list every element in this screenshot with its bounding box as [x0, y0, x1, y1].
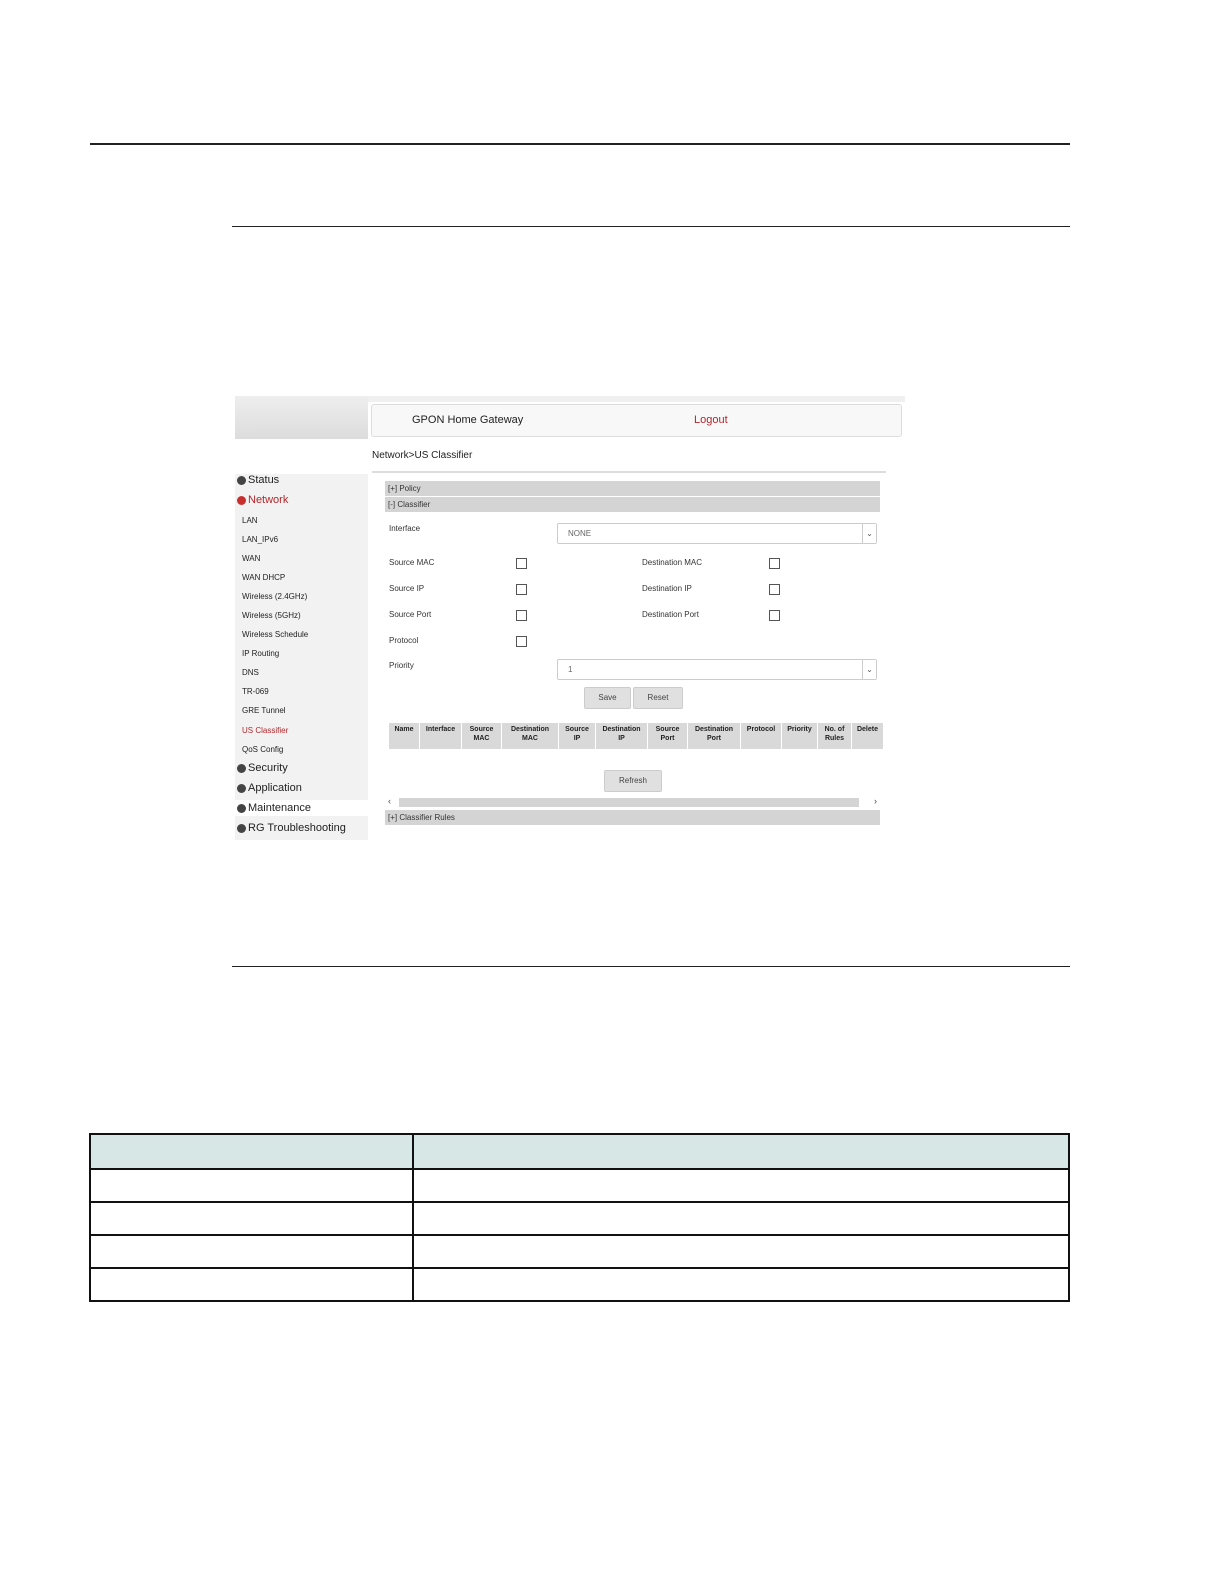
expand-bullet-icon: [237, 804, 246, 813]
table-cell: [90, 1202, 413, 1235]
table-row: [90, 1169, 1069, 1202]
col-source-ip: Source IP: [559, 723, 596, 750]
col-delete: Delete: [852, 723, 884, 750]
chevron-down-icon: ⌄: [862, 660, 876, 679]
table-cell: [90, 1235, 413, 1268]
interface-select[interactable]: [557, 523, 877, 544]
save-button[interactable]: Save: [584, 687, 631, 709]
sidebar-item-wireless-24ghz[interactable]: Wireless (2.4GHz): [242, 592, 308, 601]
reset-button[interactable]: Reset: [633, 687, 683, 709]
sidebar-item-gre-tunnel[interactable]: GRE Tunnel: [242, 706, 286, 715]
sidebar-item-wireless-5ghz[interactable]: Wireless (5GHz): [242, 611, 301, 620]
sidebar-item-label: RG Troubleshooting: [248, 822, 346, 834]
sidebar-item-qos-config[interactable]: QoS Config: [242, 745, 284, 754]
section-rule-upper: [232, 226, 1070, 227]
parameter-table: [89, 1133, 1070, 1302]
table-cell: [90, 1169, 413, 1202]
expand-bullet-icon: [237, 496, 246, 505]
app-title: GPON Home Gateway: [412, 414, 524, 426]
col-destination-port: Destination Port: [688, 723, 741, 750]
gateway-screenshot: [235, 396, 905, 880]
table-cell: [413, 1235, 1069, 1268]
page-top-rule: [90, 143, 1070, 145]
table-cell: [413, 1134, 1069, 1169]
sidebar-item-status[interactable]: [237, 474, 279, 486]
sidebar-item-application[interactable]: [237, 782, 302, 794]
col-destination-ip: Destination IP: [596, 723, 648, 750]
sidebar-item-wan-dhcp[interactable]: WAN DHCP: [242, 573, 286, 582]
destination-mac-checkbox[interactable]: [769, 558, 780, 569]
sidebar-item-label: Security: [248, 762, 288, 774]
source-mac-checkbox[interactable]: [516, 558, 527, 569]
col-name: Name: [389, 723, 420, 750]
destination-ip-checkbox[interactable]: [769, 584, 780, 595]
sidebar-item-ip-routing[interactable]: IP Routing: [242, 649, 280, 658]
sidebar-item-label: Network: [248, 494, 289, 506]
policy-panel-toggle[interactable]: [+] Policy: [385, 481, 880, 496]
sidebar-item-lan[interactable]: LAN: [242, 516, 258, 525]
refresh-button[interactable]: Refresh: [604, 770, 662, 792]
chevron-down-icon: ⌄: [862, 524, 876, 543]
priority-select[interactable]: [557, 659, 877, 680]
col-priority: Priority: [782, 723, 818, 750]
sidebar-header: [235, 396, 368, 439]
expand-bullet-icon: [237, 476, 246, 485]
sidebar-item-label: Status: [248, 474, 280, 486]
table-row: [90, 1268, 1069, 1301]
priority-value: 1: [568, 665, 573, 674]
logout-link[interactable]: Logout: [694, 414, 728, 426]
table-cell: [90, 1268, 413, 1301]
destination-mac-label: Destination MAC: [642, 558, 703, 567]
table-cell: [413, 1169, 1069, 1202]
table-row: [90, 1202, 1069, 1235]
col-source-port: Source Port: [648, 723, 688, 750]
expand-bullet-icon: [237, 784, 246, 793]
protocol-label: Protocol: [389, 636, 419, 645]
sidebar-item-wan[interactable]: WAN: [242, 554, 261, 563]
classifier-rules-panel-toggle[interactable]: [+] Classifier Rules: [385, 810, 880, 825]
breadcrumb: Network>US Classifier: [372, 450, 473, 461]
destination-port-checkbox[interactable]: [769, 610, 780, 621]
sidebar-item-rg-troubleshooting[interactable]: [237, 822, 346, 834]
sidebar-item-label: Maintenance: [248, 802, 311, 814]
scroll-left-icon[interactable]: ‹: [388, 796, 391, 806]
interface-value: NONE: [568, 529, 592, 538]
source-port-checkbox[interactable]: [516, 610, 527, 621]
table-row: [90, 1235, 1069, 1268]
table-cell: [413, 1268, 1069, 1301]
classifier-table: [388, 722, 884, 750]
source-mac-label: Source MAC: [389, 558, 435, 567]
scroll-right-icon[interactable]: ›: [874, 796, 877, 806]
sidebar-item-tr069[interactable]: TR-069: [242, 687, 269, 696]
sidebar-item-us-classifier[interactable]: US Classifier: [242, 726, 289, 735]
sidebar-item-maintenance[interactable]: [237, 802, 311, 814]
horizontal-scrollbar[interactable]: [385, 796, 880, 808]
breadcrumb-divider: [372, 471, 886, 473]
col-interface: Interface: [420, 723, 462, 750]
priority-label: Priority: [389, 661, 414, 670]
app-header: [371, 404, 902, 437]
col-destination-mac: Destination MAC: [502, 723, 559, 750]
expand-bullet-icon: [237, 824, 246, 833]
col-source-mac: Source MAC: [462, 723, 502, 750]
protocol-checkbox[interactable]: [516, 636, 527, 647]
destination-ip-label: Destination IP: [642, 584, 692, 593]
table-cell: [413, 1202, 1069, 1235]
table-header-row: [90, 1134, 1069, 1169]
col-protocol: Protocol: [741, 723, 782, 750]
interface-label: Interface: [389, 524, 421, 533]
expand-bullet-icon: [237, 764, 246, 773]
source-port-label: Source Port: [389, 610, 432, 619]
sidebar-item-dns[interactable]: DNS: [242, 668, 259, 677]
col-no-of-rules: No. of Rules: [818, 723, 852, 750]
sidebar-item-network[interactable]: [237, 494, 288, 506]
section-rule-lower: [232, 966, 1070, 967]
sidebar-item-lan-ipv6[interactable]: LAN_IPv6: [242, 535, 279, 544]
sidebar-item-security[interactable]: [237, 762, 288, 774]
source-ip-checkbox[interactable]: [516, 584, 527, 595]
source-ip-label: Source IP: [389, 584, 425, 593]
scrollbar-thumb[interactable]: [399, 798, 859, 807]
sidebar-item-label: Application: [248, 782, 302, 794]
sidebar-item-wireless-schedule[interactable]: Wireless Schedule: [242, 630, 309, 639]
classifier-panel-toggle[interactable]: [-] Classifier: [385, 497, 880, 512]
sidebar: [235, 474, 368, 840]
destination-port-label: Destination Port: [642, 610, 699, 619]
table-header-row: [389, 723, 884, 750]
table-cell: [90, 1134, 413, 1169]
